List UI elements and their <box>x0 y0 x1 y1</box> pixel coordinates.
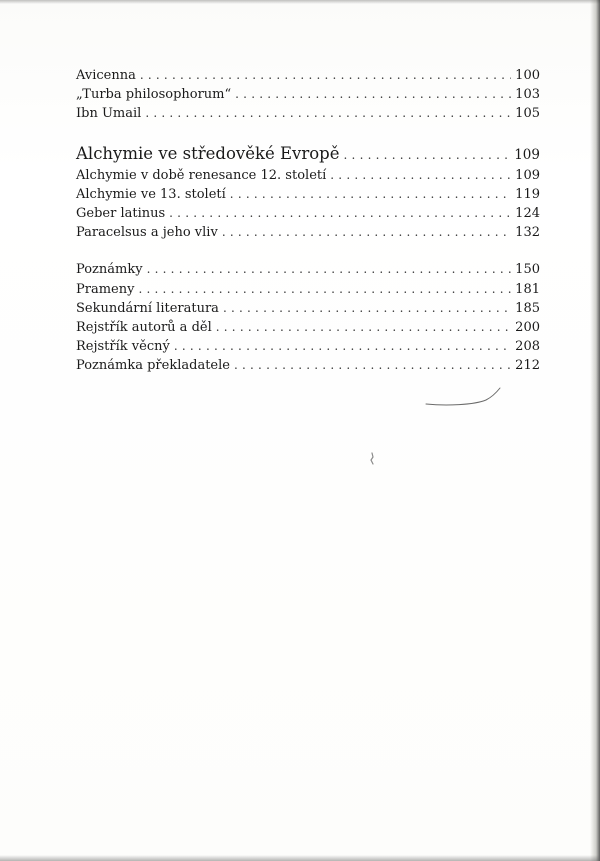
toc-entry-title: Rejstřík věcný <box>76 339 170 355</box>
toc-section-3 <box>76 260 540 375</box>
toc-entry <box>76 185 540 204</box>
toc-section-2 <box>76 142 540 243</box>
toc-entry-title: Poznámka překladatele <box>76 358 230 374</box>
toc-entry <box>76 223 540 242</box>
toc-entry <box>76 260 540 279</box>
scan-edge-bottom <box>0 855 600 861</box>
toc-entry-page: 200 <box>515 319 540 335</box>
toc-entry-page: 212 <box>515 358 540 374</box>
toc-entry <box>76 318 540 337</box>
pencil-mark <box>424 386 504 408</box>
toc-entry <box>76 299 540 318</box>
dot-leader <box>169 204 511 223</box>
toc-entry-page: 185 <box>515 300 540 316</box>
toc-entry <box>76 204 540 223</box>
dot-leader <box>145 104 511 123</box>
toc-entry-page: 124 <box>515 205 540 221</box>
toc-entry <box>76 337 540 356</box>
dot-leader <box>147 260 512 279</box>
dot-leader <box>216 318 511 337</box>
toc-entry-title: Sekundární literatura <box>76 300 219 316</box>
toc-entry <box>76 166 540 185</box>
toc-entry <box>76 85 540 104</box>
scan-edge-top <box>0 0 600 4</box>
toc-entry-title: Poznámky <box>76 262 143 278</box>
toc-entry-page: 105 <box>515 106 540 122</box>
toc-entry-page: 100 <box>515 68 540 83</box>
toc-entry <box>76 280 540 299</box>
dot-leader <box>222 223 511 242</box>
toc-chapter-title: Alchymie ve středověké Evropě <box>76 143 340 163</box>
toc-section-1 <box>76 66 540 124</box>
toc-entry-page: 181 <box>515 281 540 297</box>
toc-entry-page: 132 <box>515 225 540 241</box>
toc-entry-title: Prameny <box>76 281 135 297</box>
dot-leader <box>330 166 511 185</box>
scan-edge-right <box>590 0 600 861</box>
toc-entry <box>76 104 540 123</box>
dot-leader <box>344 143 511 167</box>
toc-entry-page: 208 <box>515 339 540 355</box>
dot-leader <box>174 337 511 356</box>
dot-leader <box>223 299 511 318</box>
dot-leader <box>235 85 511 104</box>
scan-speck <box>368 452 376 466</box>
toc-entry-title: Alchymie ve 13. století <box>76 186 226 202</box>
dot-leader <box>138 280 511 299</box>
dot-leader <box>234 356 511 375</box>
toc-entry <box>76 66 540 85</box>
toc-entry-page: 103 <box>515 87 540 103</box>
dot-leader <box>230 185 511 204</box>
toc-entry-title: Geber latinus <box>76 205 166 221</box>
dot-leader <box>140 66 511 85</box>
table-of-contents <box>76 66 540 375</box>
toc-entry <box>76 356 540 375</box>
toc-entry-title: Ibn Umail <box>76 106 142 122</box>
toc-entry-title: Paracelsus a jeho vliv <box>76 225 218 241</box>
toc-entry-title: „Turba philosophorum“ <box>76 87 232 103</box>
toc-entry-page: 119 <box>515 186 540 202</box>
toc-chapter-page: 109 <box>514 146 540 163</box>
toc-entry-title: Rejstřík autorů a děl <box>76 319 212 335</box>
toc-entry-page: 109 <box>515 167 540 183</box>
toc-entry-title: Alchymie v době renesance 12. století <box>76 167 327 183</box>
toc-entry-page: 150 <box>515 262 540 278</box>
toc-entry-title: Avicenna <box>76 68 136 83</box>
toc-chapter-heading <box>76 142 540 166</box>
